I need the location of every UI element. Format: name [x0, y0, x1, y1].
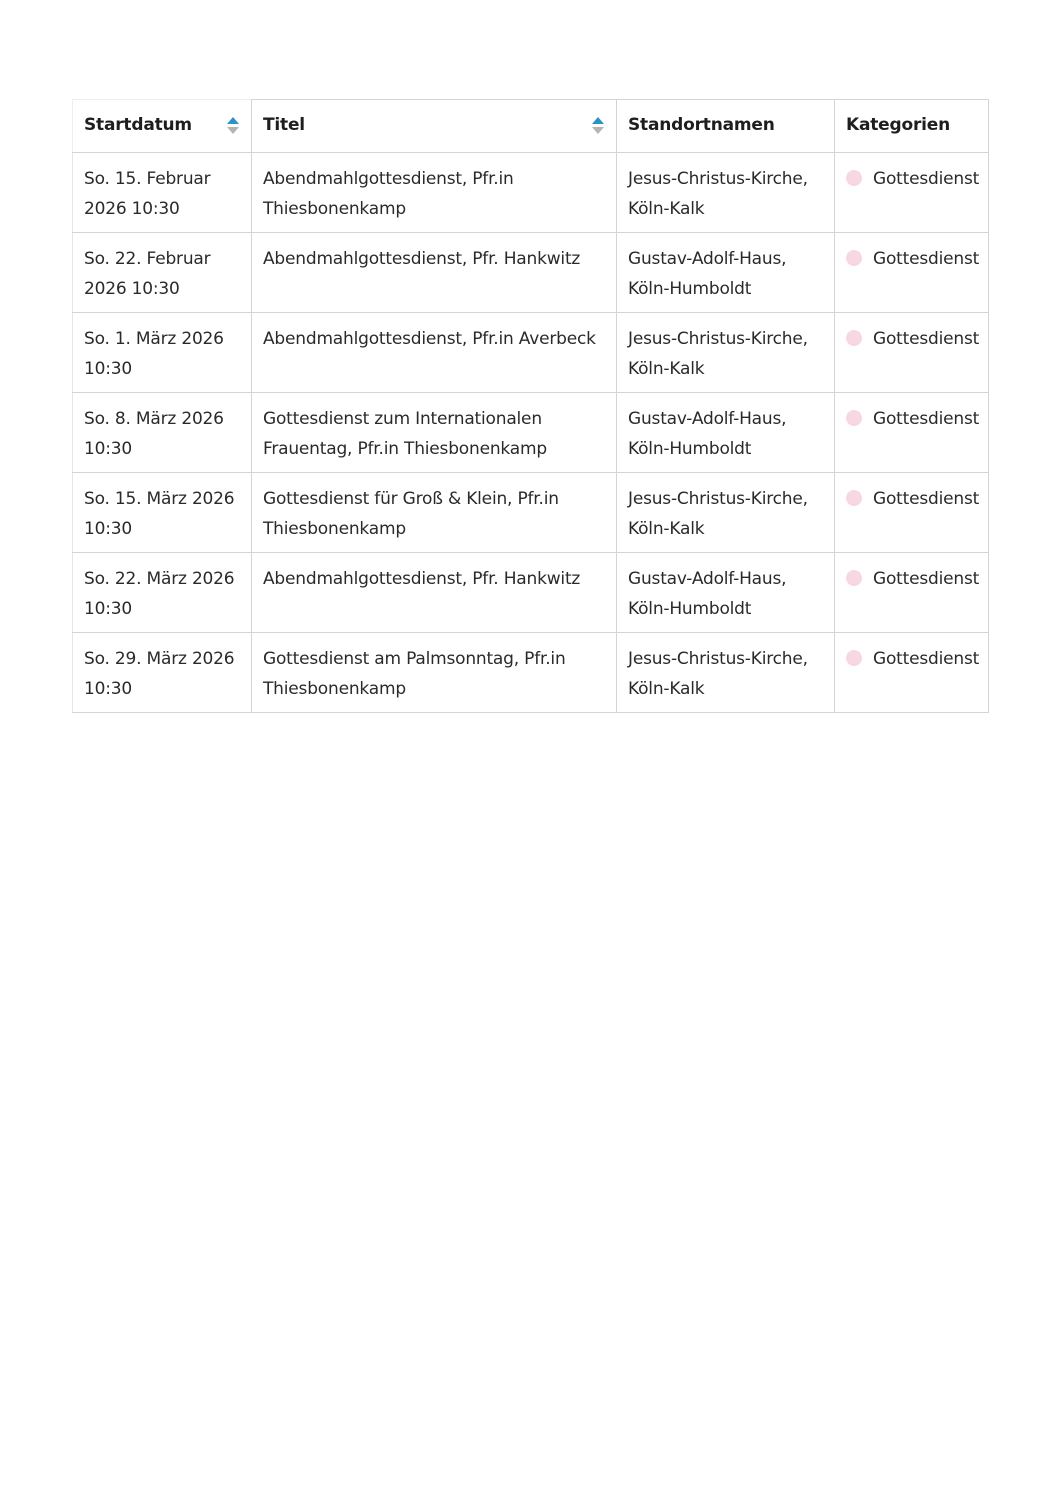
event-title: Abendmahlgottesdienst, Pfr. Hankwitz — [263, 249, 581, 269]
column-header-label: Standortnamen — [628, 115, 775, 136]
table-row[interactable] — [73, 473, 989, 553]
events-table — [72, 99, 989, 713]
event-location: Gustav-Adolf-Haus, Köln-Humboldt — [628, 409, 787, 459]
event-title: Gottesdienst für Groß & Klein, Pfr.in Thiesbonenkamp — [263, 489, 559, 539]
cell-kategorien — [835, 393, 989, 473]
cell-standortnamen — [617, 153, 835, 233]
cell-standortnamen — [617, 393, 835, 473]
table-body — [73, 153, 989, 713]
category-dot-icon — [846, 250, 862, 266]
cell-standortnamen — [617, 473, 835, 553]
event-category: Gottesdienst — [873, 169, 980, 189]
cell-titel — [252, 473, 617, 553]
event-category: Gottesdienst — [873, 329, 980, 349]
column-header-label: Titel — [263, 115, 305, 136]
table-row[interactable] — [73, 233, 989, 313]
event-location: Jesus-Christus-Kirche, Köln-Kalk — [628, 649, 808, 699]
cell-startdatum — [73, 313, 252, 393]
event-category: Gottesdienst — [873, 409, 980, 429]
table-header-row — [73, 100, 989, 153]
column-header-label: Kategorien — [846, 115, 950, 136]
event-category: Gottesdienst — [873, 569, 980, 589]
column-header-titel[interactable] — [252, 100, 617, 153]
event-title: Gottesdienst am Palmsonntag, Pfr.in Thiesbonenkamp — [263, 649, 566, 699]
table-row[interactable] — [73, 153, 989, 233]
cell-titel — [252, 313, 617, 393]
event-category: Gottesdienst — [873, 489, 980, 509]
cell-startdatum — [73, 633, 252, 713]
category-dot-icon — [846, 570, 862, 586]
event-location: Gustav-Adolf-Haus, Köln-Humboldt — [628, 249, 787, 299]
table-row[interactable] — [73, 393, 989, 473]
cell-kategorien — [835, 553, 989, 633]
event-title: Abendmahlgottesdienst, Pfr.in Averbeck — [263, 329, 596, 349]
category-dot-icon — [846, 410, 862, 426]
table-row[interactable] — [73, 633, 989, 713]
cell-startdatum — [73, 233, 252, 313]
event-date: So. 22. März 2026 10:30 — [84, 569, 235, 619]
table-row[interactable] — [73, 553, 989, 633]
cell-titel — [252, 633, 617, 713]
event-location: Gustav-Adolf-Haus, Köln-Humboldt — [628, 569, 787, 619]
table-row[interactable] — [73, 313, 989, 393]
event-date: So. 22. Februar 2026 10:30 — [84, 249, 211, 299]
event-title: Abendmahlgottesdienst, Pfr.in Thiesbonenkamp — [263, 169, 514, 219]
event-date: So. 15. März 2026 10:30 — [84, 489, 235, 539]
cell-kategorien — [835, 233, 989, 313]
sort-down-arrow — [227, 127, 239, 134]
category-dot-icon — [846, 170, 862, 186]
event-date: So. 1. März 2026 10:30 — [84, 329, 224, 379]
cell-standortnamen — [617, 633, 835, 713]
column-header-startdatum[interactable] — [73, 100, 252, 153]
column-header-kategorien — [835, 100, 989, 153]
event-date: So. 15. Februar 2026 10:30 — [84, 169, 211, 219]
column-header-label: Startdatum — [84, 115, 192, 136]
cell-kategorien — [835, 633, 989, 713]
event-category: Gottesdienst — [873, 649, 980, 669]
cell-kategorien — [835, 473, 989, 553]
event-title: Abendmahlgottesdienst, Pfr. Hankwitz — [263, 569, 581, 589]
sort-up-arrow — [592, 117, 604, 124]
event-location: Jesus-Christus-Kirche, Köln-Kalk — [628, 329, 808, 379]
events-table-container — [72, 99, 988, 713]
sort-icon[interactable] — [227, 116, 239, 136]
event-location: Jesus-Christus-Kirche, Köln-Kalk — [628, 489, 808, 539]
cell-standortnamen — [617, 233, 835, 313]
event-date: So. 29. März 2026 10:30 — [84, 649, 235, 699]
category-dot-icon — [846, 490, 862, 506]
cell-titel — [252, 153, 617, 233]
event-location: Jesus-Christus-Kirche, Köln-Kalk — [628, 169, 808, 219]
event-category: Gottesdienst — [873, 249, 980, 269]
sort-icon[interactable] — [592, 116, 604, 136]
event-date: So. 8. März 2026 10:30 — [84, 409, 224, 459]
sort-down-arrow — [592, 127, 604, 134]
cell-titel — [252, 553, 617, 633]
cell-standortnamen — [617, 553, 835, 633]
cell-startdatum — [73, 473, 252, 553]
category-dot-icon — [846, 330, 862, 346]
event-title: Gottesdienst zum Internationalen Frauentag, Pfr.in Thiesbonenkamp — [263, 409, 547, 459]
cell-startdatum — [73, 553, 252, 633]
cell-titel — [252, 233, 617, 313]
cell-kategorien — [835, 313, 989, 393]
cell-startdatum — [73, 153, 252, 233]
cell-standortnamen — [617, 313, 835, 393]
sort-up-arrow — [227, 117, 239, 124]
category-dot-icon — [846, 650, 862, 666]
column-header-standortnamen — [617, 100, 835, 153]
cell-startdatum — [73, 393, 252, 473]
cell-titel — [252, 393, 617, 473]
cell-kategorien — [835, 153, 989, 233]
